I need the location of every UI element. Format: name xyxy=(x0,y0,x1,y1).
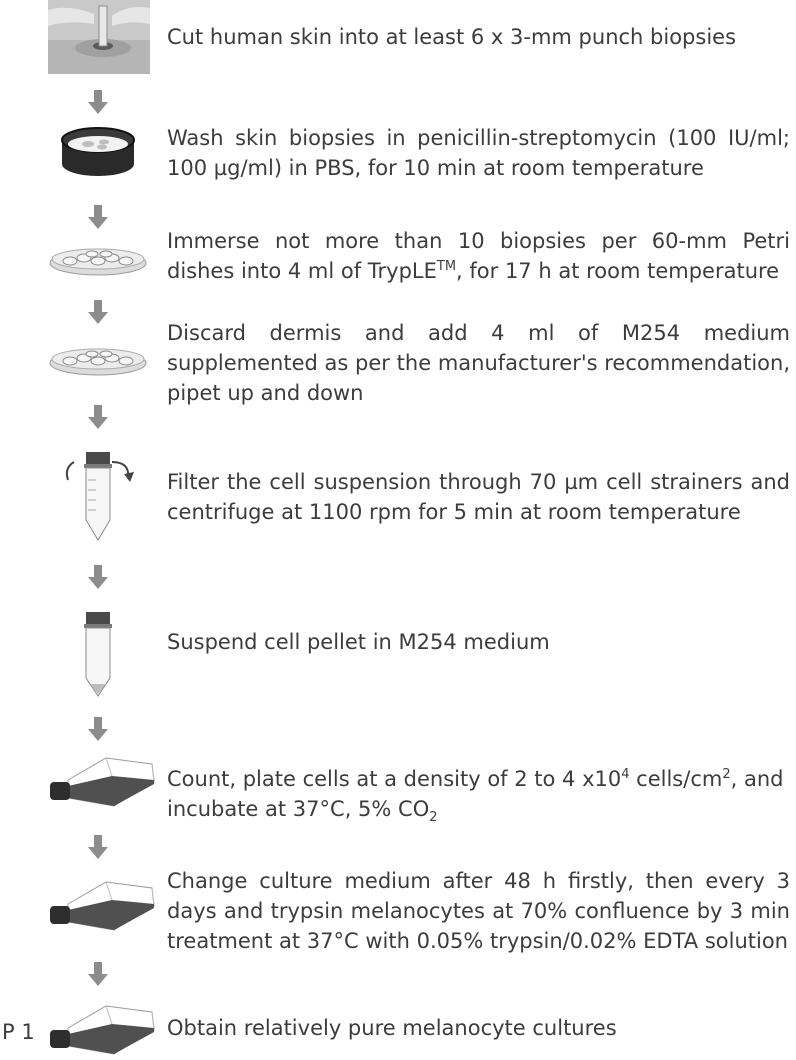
biopsies-dish-icon xyxy=(48,345,148,377)
step-6-text: Suspend cell pellet in M254 medium xyxy=(167,630,550,654)
skin-punch-icon xyxy=(48,0,150,74)
down-arrow-icon xyxy=(88,300,108,324)
culture-flask-icon xyxy=(46,876,156,934)
down-arrow-icon xyxy=(88,835,108,859)
step-1-text: Cut human skin into at least 6 x 3-mm punch biopsies xyxy=(167,25,737,49)
down-arrow-icon xyxy=(88,962,108,986)
down-arrow-icon xyxy=(88,90,108,114)
biopsies-dish-icon xyxy=(48,245,148,277)
step-8-text: Change culture medium after 48 h firstly, then every 3 days and trypsin melanocytes at 70% confluence by 3 min treatment at 37°C with 0.05% trypsin/0.02% EDTA solution xyxy=(167,869,790,953)
down-arrow-icon xyxy=(88,205,108,229)
culture-flask-icon xyxy=(46,752,156,810)
down-arrow-icon xyxy=(88,565,108,589)
culture-flask-icon xyxy=(46,1000,156,1058)
tube-pellet-icon xyxy=(78,612,118,698)
passage-label: P 1 xyxy=(2,1020,35,1044)
down-arrow-icon xyxy=(88,717,108,741)
step-7-text: Count, plate cells at a density of 2 to 4 $x10^4$ cells/$cm^2$, and incubate at 37°C, 5% $CO_2$ xyxy=(167,767,784,826)
step-9-text: Obtain relatively pure melanocyte cultures xyxy=(167,1016,617,1040)
step-3-text: Immerse not more than 10 biopsies per 60-mm Petri dishes into 4 ml of TrypLE™, for 17 h at room temperature xyxy=(167,229,790,283)
centrifuge-tube-icon xyxy=(60,450,136,544)
step-4-text: Discard dermis and add 4 ml of M254 medium supplemented as per the manufacturer's recommendation, pipet up and down xyxy=(167,321,790,405)
step-5-text: Filter the cell suspension through 70 µm cell strainers and centrifuge at 1100 rpm for 5 min at room temperature xyxy=(167,470,790,524)
down-arrow-icon xyxy=(88,405,108,429)
petri-dish-icon xyxy=(58,124,138,180)
step-2-text: Wash skin biopsies in penicillin-streptomycin (100 IU/ml; 100 µg/ml) in PBS, for 10 min at room temperature xyxy=(167,126,790,180)
